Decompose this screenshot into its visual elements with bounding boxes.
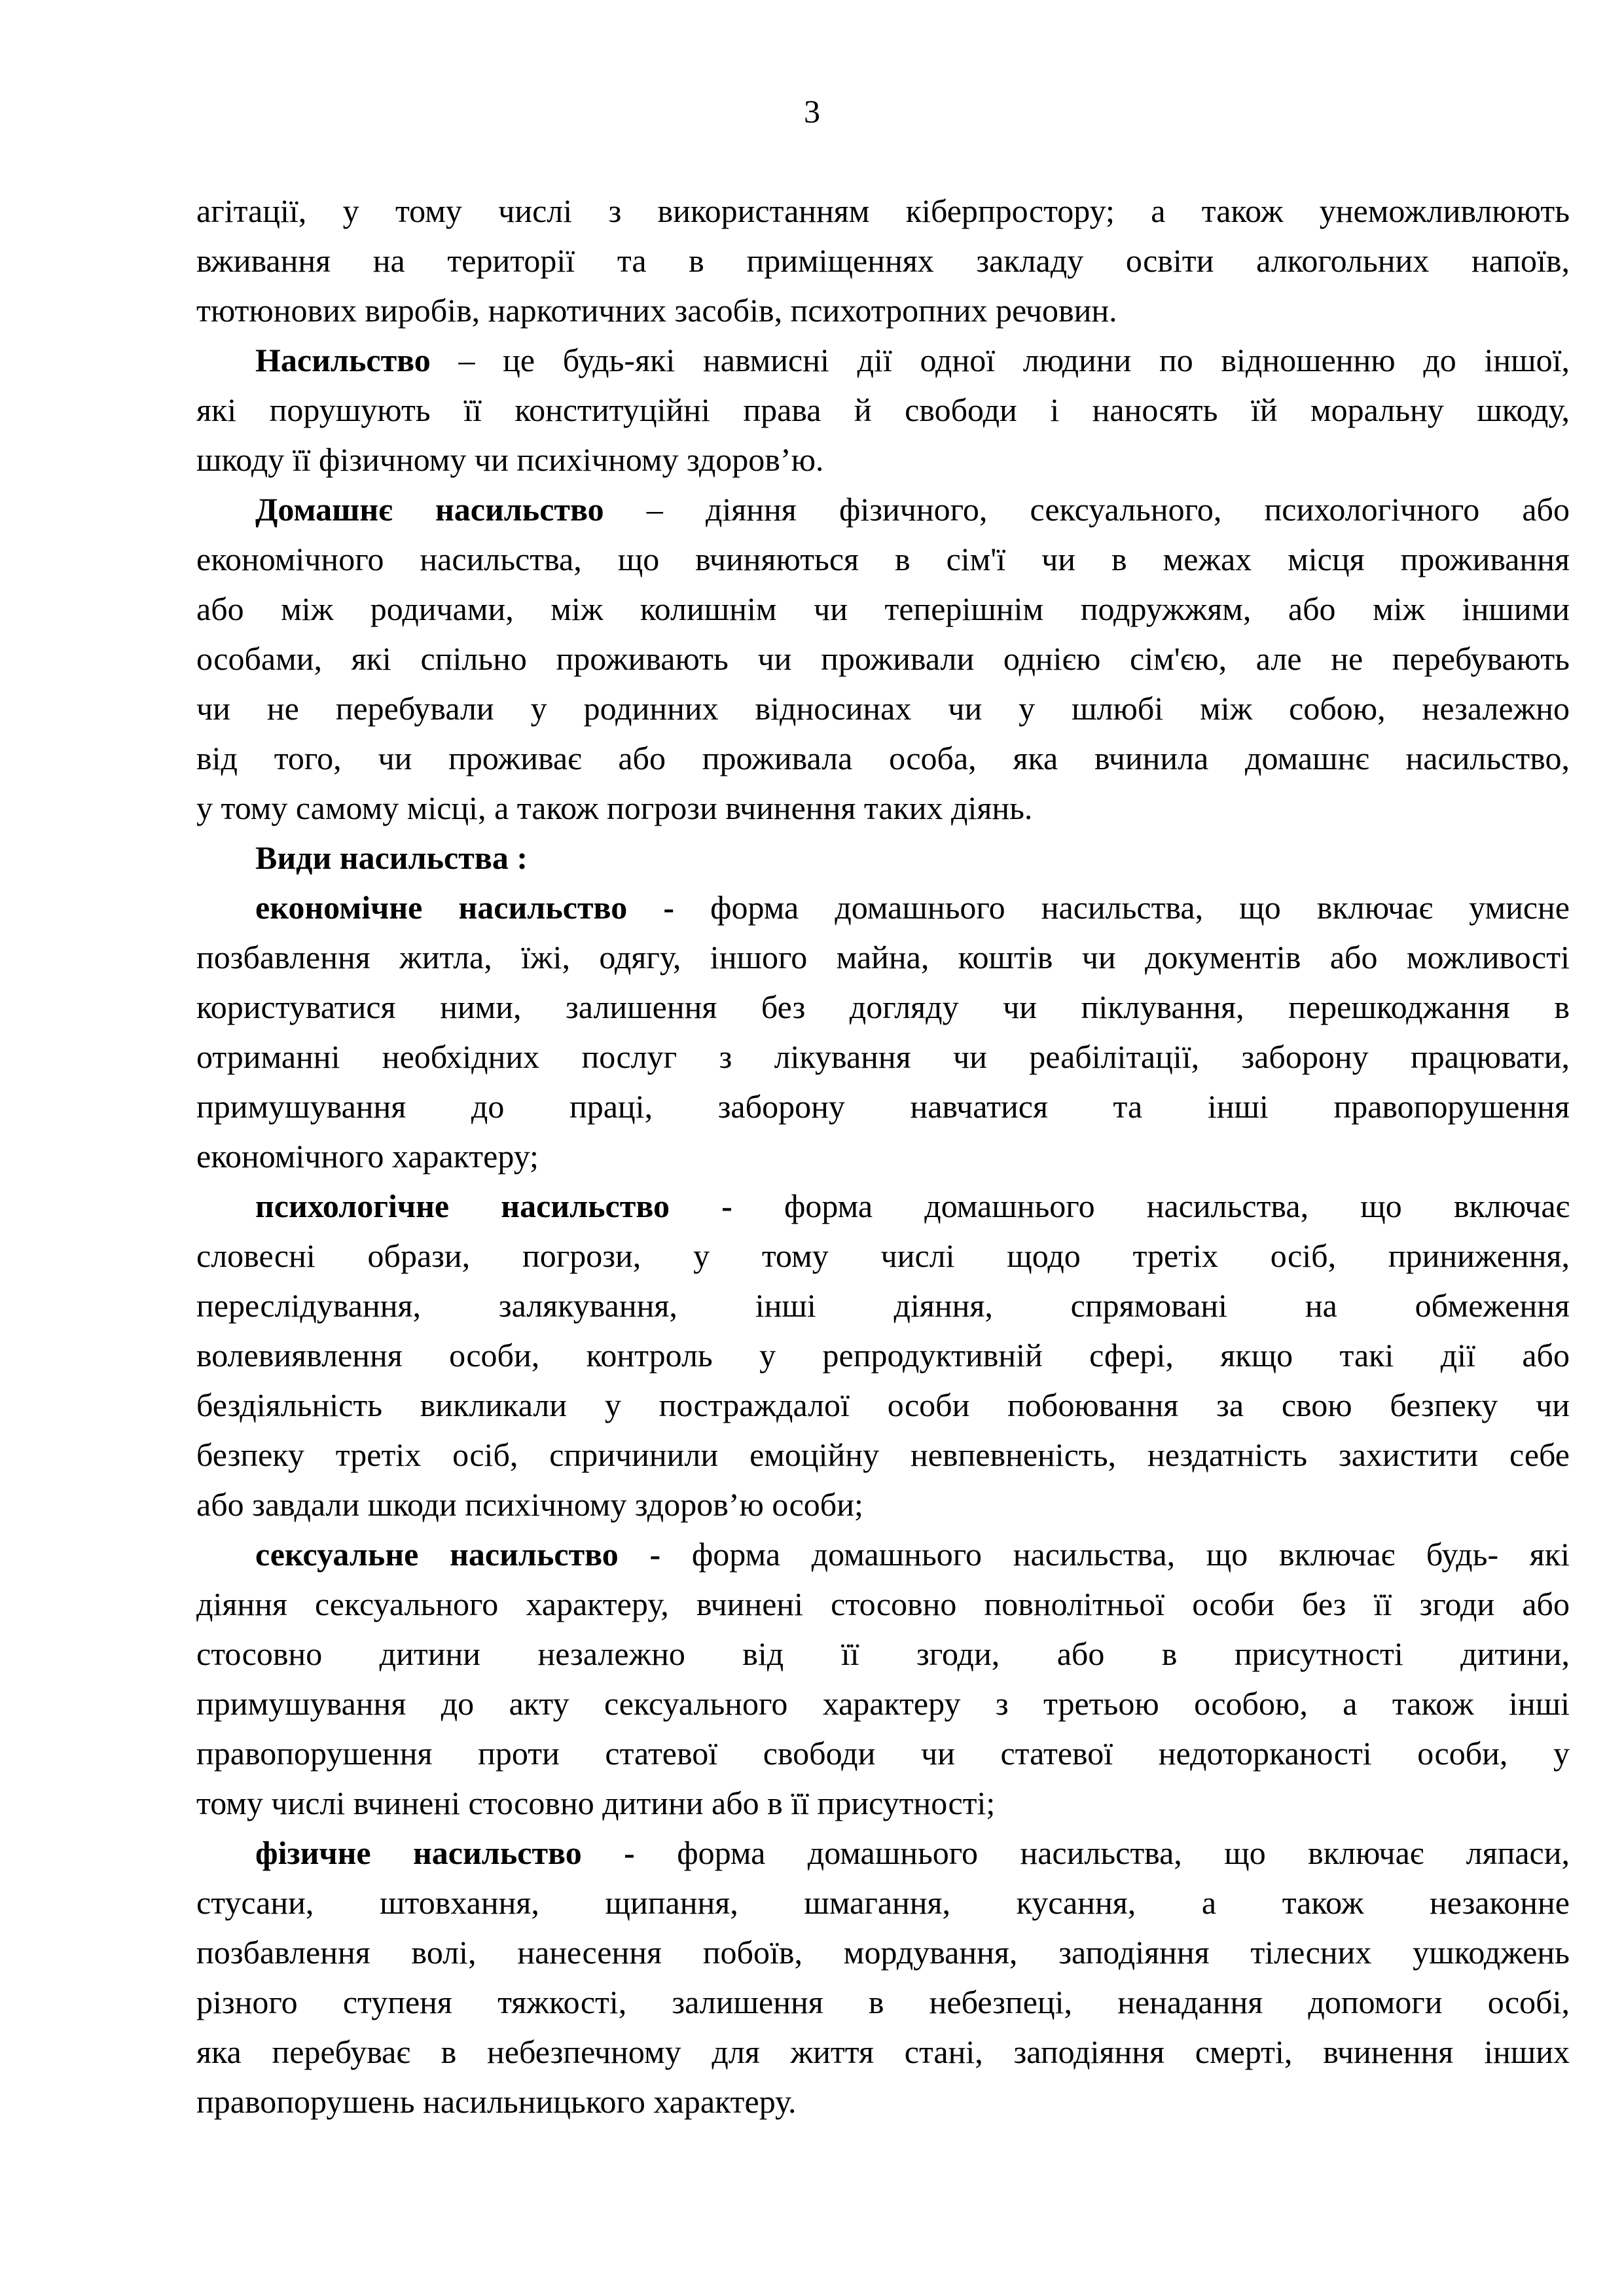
text-line bbox=[196, 1529, 1570, 1579]
paragraph bbox=[196, 484, 1570, 833]
bold-term: Насильство bbox=[255, 342, 431, 378]
text-line bbox=[196, 783, 1570, 833]
text-segment: чи не перебували у родинних відносинах чи у шлюбі між собою, незалежно bbox=[196, 690, 1570, 727]
text-line bbox=[196, 883, 1570, 932]
paragraph bbox=[196, 833, 1570, 883]
text-segment: – це будь-які навмисні дії одної людини по відношенню до іншої, bbox=[430, 342, 1570, 378]
text-line bbox=[196, 1579, 1570, 1629]
text-segment: тому числі вчинені стосовно дитини або в її присутності; bbox=[196, 1785, 996, 1821]
text-line bbox=[196, 1480, 1570, 1529]
bold-term: економічне насильство - bbox=[255, 889, 711, 926]
text-segment: отриманні необхідних послуг з лікування чи реабілітації, заборону працювати, bbox=[196, 1038, 1570, 1075]
text-line bbox=[196, 1082, 1570, 1131]
text-line bbox=[196, 1281, 1570, 1330]
text-line bbox=[196, 1380, 1570, 1430]
text-line bbox=[196, 2077, 1570, 2126]
text-line bbox=[196, 435, 1570, 484]
text-segment: діяння сексуального характеру, вчинені стосовно повнолітньої особи без її згоди або bbox=[196, 1586, 1570, 1622]
text-segment: стосовно дитини незалежно від її згоди, або в присутності дитини, bbox=[196, 1635, 1570, 1672]
bold-term: сексуальне насильство - bbox=[255, 1536, 692, 1573]
bold-term: психологічне насильство - bbox=[255, 1188, 784, 1224]
text-segment: волевиявлення особи, контроль у репродуктивній сфері, якщо такі дії або bbox=[196, 1337, 1570, 1374]
text-line bbox=[196, 683, 1570, 733]
text-segment: правопорушень насильницького характеру. bbox=[196, 2083, 797, 2120]
text-segment: шкоду її фізичному чи психічному здоров’ю. bbox=[196, 441, 824, 478]
text-segment: або завдали шкоди психічному здоров’ю особи; bbox=[196, 1486, 863, 1523]
text-segment: форма домашнього насильства, що включає будь- які bbox=[691, 1536, 1570, 1573]
text-segment: у тому самому місці, а також погрози вчинення таких діянь. bbox=[196, 790, 1033, 826]
text-line bbox=[196, 1032, 1570, 1082]
text-line bbox=[196, 285, 1570, 335]
text-segment: тютюнових виробів, наркотичних засобів, психотропних речовин. bbox=[196, 292, 1117, 329]
text-segment: словесні образи, погрози, у тому числі щодо третіх осіб, приниження, bbox=[196, 1237, 1570, 1274]
text-segment: примушування до праці, заборону навчатися та інші правопорушення bbox=[196, 1088, 1570, 1125]
text-line bbox=[196, 1778, 1570, 1828]
text-segment: які порушують її конституційні права й свободи і наносять їй моральну шкоду, bbox=[196, 392, 1570, 428]
text-line bbox=[196, 932, 1570, 982]
bold-term: Домашнє насильство bbox=[255, 491, 604, 528]
text-segment: або між родичами, між колишнім чи теперішнім подружжям, або між іншими bbox=[196, 591, 1570, 627]
text-line bbox=[196, 236, 1570, 285]
text-segment: – діяння фізичного, сексуального, психологічного або bbox=[604, 491, 1570, 528]
text-line bbox=[196, 385, 1570, 435]
text-segment: форма домашнього насильства, що включає bbox=[784, 1188, 1570, 1224]
text-segment: форма домашнього насильства, що включає умисне bbox=[710, 889, 1570, 926]
text-line bbox=[196, 1828, 1570, 1878]
text-segment: різного ступеня тяжкості, залишення в небезпеці, ненадання допомоги особі, bbox=[196, 1984, 1570, 2020]
text-line bbox=[196, 733, 1570, 783]
paragraph bbox=[196, 883, 1570, 1181]
text-line bbox=[196, 1181, 1570, 1231]
text-line bbox=[196, 186, 1570, 236]
text-segment: бездіяльність викликали у постраждалої особи побоювання за свою безпеку чи bbox=[196, 1387, 1570, 1423]
paragraph bbox=[196, 335, 1570, 484]
text-segment: примушування до акту сексуального характеру з третьою особою, а також інші bbox=[196, 1685, 1570, 1722]
paragraph bbox=[196, 1181, 1570, 1529]
text-line bbox=[196, 2027, 1570, 2077]
text-line bbox=[196, 634, 1570, 683]
text-segment: яка перебуває в небезпечному для життя стані, заподіяння смерті, вчинення інших bbox=[196, 2033, 1570, 2070]
paragraph bbox=[196, 1828, 1570, 2126]
bold-term: фізичне насильство - bbox=[255, 1834, 677, 1871]
text-line bbox=[196, 584, 1570, 634]
text-segment: вживання на території та в приміщеннях закладу освіти алкогольних напоїв, bbox=[196, 242, 1570, 279]
text-segment: позбавлення волі, нанесення побоїв, мордування, заподіяння тілесних ушкоджень bbox=[196, 1934, 1570, 1971]
text-line bbox=[196, 1878, 1570, 1927]
text-segment: стусани, штовхання, щипання, шмагання, кусання, а також незаконне bbox=[196, 1884, 1570, 1921]
text-line bbox=[196, 534, 1570, 584]
text-segment: економічного насильства, що вчиняються в сім'ї чи в межах місця проживання bbox=[196, 541, 1570, 577]
text-line bbox=[196, 1977, 1570, 2027]
bold-term: Види насильства : bbox=[255, 839, 528, 876]
text-line bbox=[196, 484, 1570, 534]
text-line bbox=[196, 1629, 1570, 1679]
text-line bbox=[196, 1679, 1570, 1728]
text-segment: позбавлення житла, їжі, одягу, іншого майна, коштів чи документів або можливості bbox=[196, 939, 1570, 975]
text-segment: особами, які спільно проживають чи проживали однією сім'єю, але не перебувають bbox=[196, 640, 1570, 677]
text-line bbox=[196, 335, 1570, 385]
text-segment: користуватися ними, залишення без догляду чи піклування, перешкоджання в bbox=[196, 989, 1570, 1025]
text-segment: агітації, у тому числі з використанням кіберпростору; а також унеможливлюють bbox=[196, 192, 1570, 229]
paragraph bbox=[196, 1529, 1570, 1828]
text-line bbox=[196, 833, 1570, 883]
text-line bbox=[196, 1430, 1570, 1480]
text-segment: форма домашнього насильства, що включає ляпаси, bbox=[677, 1834, 1570, 1871]
paragraph bbox=[196, 186, 1570, 335]
document-body bbox=[196, 186, 1570, 2126]
text-segment: від того, чи проживає або проживала особа, яка вчинила домашнє насильство, bbox=[196, 740, 1570, 776]
text-segment: правопорушення проти статевої свободи чи статевої недоторканості особи, у bbox=[196, 1735, 1570, 1772]
text-line bbox=[196, 1927, 1570, 1977]
text-line bbox=[196, 982, 1570, 1032]
text-line bbox=[196, 1330, 1570, 1380]
text-segment: переслідування, залякування, інші діяння, спрямовані на обмеження bbox=[196, 1287, 1570, 1324]
text-line bbox=[196, 1728, 1570, 1778]
text-segment: безпеку третіх осіб, спричинили емоційну невпевненість, нездатність захистити себе bbox=[196, 1436, 1570, 1473]
text-segment: економічного характеру; bbox=[196, 1138, 539, 1175]
text-line bbox=[196, 1131, 1570, 1181]
page-number: 3 bbox=[804, 93, 820, 130]
text-line bbox=[196, 1231, 1570, 1281]
